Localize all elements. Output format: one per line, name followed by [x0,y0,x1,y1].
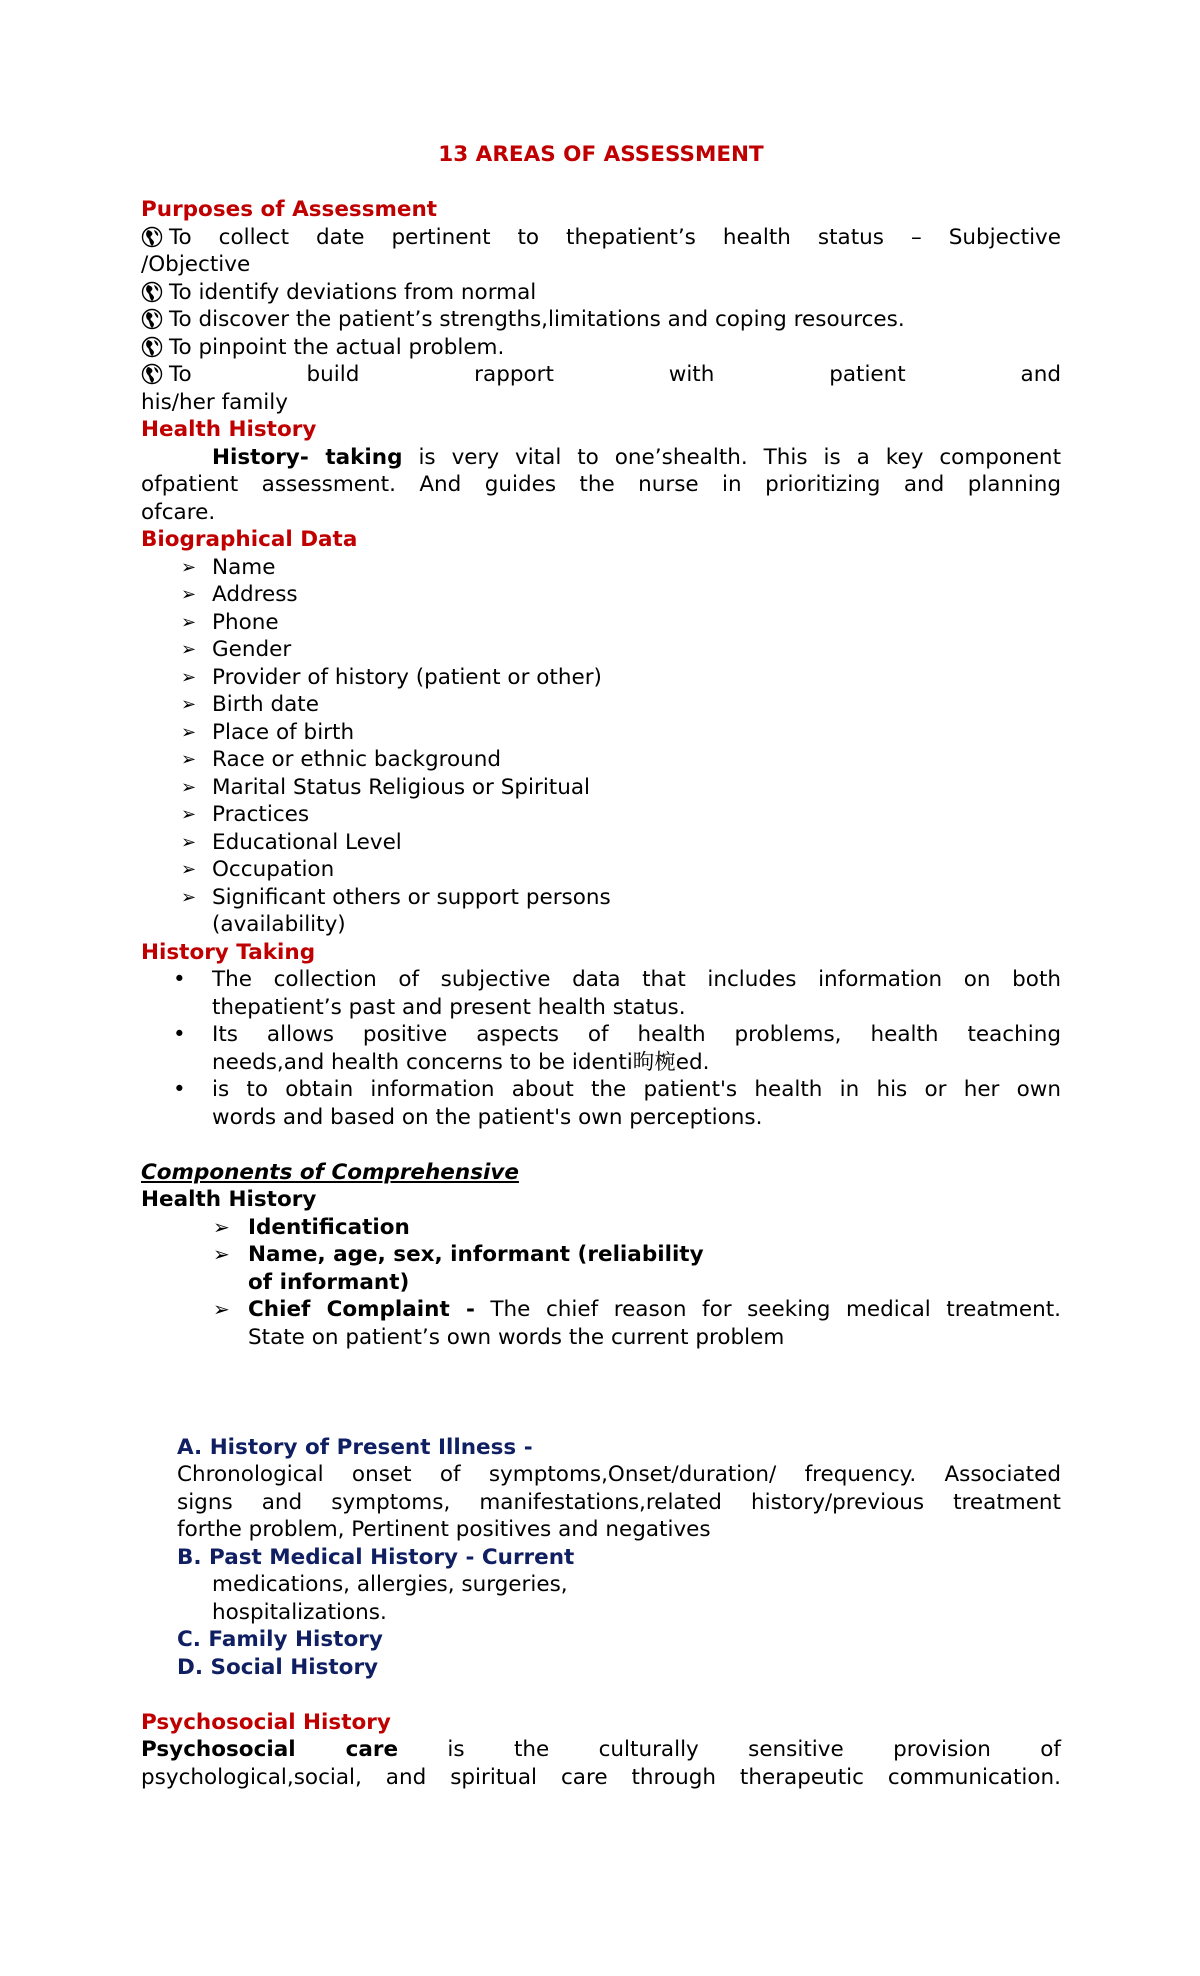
history-taking-item: thepatient’s past and present health status. [212,994,686,1020]
section-a-heading: A. History of Present Illness - [177,1434,533,1460]
arrow-icon: ➢ [213,1214,230,1239]
biographical-item: ➢ Gender [181,637,292,662]
biographical-heading: Biographical Data [141,527,358,552]
components-heading: Components of Comprehensive [141,1159,519,1185]
history-taking-item: • Its allows positive aspects of health problems, health teaching [173,1022,1061,1047]
history-taking-bold: History- taking [212,444,403,470]
purpose-item: his/her family [141,389,288,415]
document-page [141,141,1061,1791]
arrow-icon: ➢ [181,694,197,715]
arrow-icon: ➢ [181,721,197,743]
arrow-icon: ➢ [181,776,197,798]
document-title: 13 AREAS OF ASSESSMENT [438,142,764,167]
arrow-icon: ➢ [213,1242,230,1266]
biographical-item: ➢ Occupation [181,857,335,882]
psychosocial-heading: Psychosocial History [141,1709,391,1735]
biographical-item: ➢ Marital Status Religious or Spiritual [181,774,590,800]
biographical-item: ➢ Name [181,554,276,580]
biographical-item: ➢ Practices [181,802,310,827]
arrow-icon: ➢ [181,804,197,825]
biographical-list [141,554,1061,912]
arrow-icon: ➢ [181,831,197,853]
bullet-icon: • [173,1022,186,1047]
component-chief-complaint-cont: State on patient’s own words the current problem [248,1324,785,1350]
health-history-heading: Health History [141,417,317,442]
components-subheading: Health History [141,1187,317,1212]
biographical-item: ➢ Phone [181,609,279,635]
arrow-icon: ➢ [181,611,197,633]
purpose-item: To build rapport with patient and [141,361,1061,389]
arrow-icon: ➢ [181,639,197,660]
component-name-age: ➢ Name, age, sex, informant (reliability [213,1242,704,1267]
biographical-item: ➢ Provider of history (patient or other) [181,664,602,690]
component-identification: ➢ Identification [213,1214,410,1240]
health-history-para-line: History- taking is very vital to one’shealth. This is a key component [212,444,1061,470]
biographical-item: ➢ Place of birth [181,719,355,745]
component-name-age-cont: of informant) [248,1269,410,1295]
globe-icon [141,281,163,303]
biographical-continuation: (availability) [212,912,346,937]
purpose-item: To discover the patient’s strengths,limitations and coping resources. [141,306,1061,334]
section-a-line: signs and symptoms, manifestations,related history/previous treatment [177,1489,1061,1515]
arrow-icon: ➢ [181,556,197,578]
section-b-heading: B. Past Medical History - Current [177,1544,575,1570]
globe-icon [141,308,163,330]
biographical-item: ➢ Address [181,582,298,607]
history-taking-item: • The collection of subjective data that includes information on both [173,967,1061,992]
bullet-icon: • [173,1077,186,1102]
history-taking-heading: History Taking [141,939,316,965]
section-b-line: medications, allergies, surgeries, [212,1572,568,1597]
globe-icon [141,363,163,385]
health-history-para-line: ofpatient assessment. And guides the nurse in prioritizing and planning [141,472,1061,497]
section-c-heading: C. Family History [177,1627,383,1652]
purposes-heading: Purposes of Assessment [141,197,438,222]
purposes-list [141,224,1061,417]
bullet-icon: • [173,967,186,992]
component-chief-complaint: ➢ Chief Complaint - The chief reason for seeking medical treatment. [213,1297,1061,1322]
section-a-line: Chronological onset of symptoms,Onset/duration/ frequency. Associated [177,1462,1061,1487]
biographical-item: ➢ Birth date [181,692,319,717]
biographical-item: ➢ Educational Level [181,829,402,855]
history-taking-item: needs,and health concerns to be identi昫椀ed. [212,1049,710,1075]
globe-icon [141,226,163,248]
purpose-item: To collect date pertinent to thepatient’s health status – Subjective [141,224,1061,252]
psychosocial-para-line: Psychosocial care is the culturally sensitive provision of [141,1737,1061,1762]
section-d-heading: D. Social History [177,1654,379,1680]
biographical-item: ➢ Race or ethnic background [181,747,502,772]
purpose-item: To identify deviations from normal [141,279,1061,307]
purpose-item: /Objective [141,252,251,277]
history-taking-item: words and based on the patient's own perceptions. [212,1104,763,1130]
purpose-item: To pinpoint the actual problem. [141,334,1061,362]
history-taking-list [141,966,1061,1131]
arrow-icon: ➢ [181,749,197,770]
arrow-icon: ➢ [181,666,197,688]
biographical-item: ➢ Significant others or support persons [181,884,611,910]
globe-icon [141,336,163,358]
arrow-icon: ➢ [213,1297,230,1321]
history-taking-item: • is to obtain information about the patient's health in his or her own [173,1077,1061,1102]
section-a-line: forthe problem, Pertinent positives and negatives [177,1517,711,1542]
psychosocial-para-line: psychological,social, and spiritual care through therapeutic communication. [141,1764,1061,1790]
health-history-para-line: ofcare. [141,499,216,525]
arrow-icon: ➢ [181,859,197,880]
arrow-icon: ➢ [181,584,197,605]
section-b-line: hospitalizations. [212,1599,387,1625]
arrow-icon: ➢ [181,886,197,908]
